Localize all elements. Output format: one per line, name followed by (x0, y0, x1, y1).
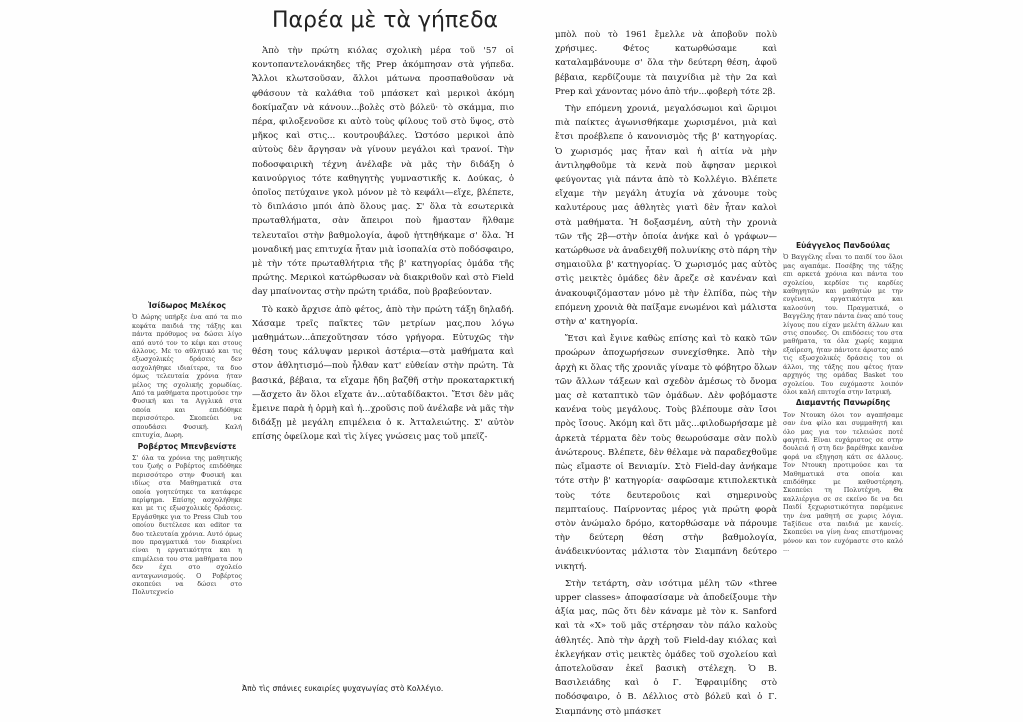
article-paragraph: Ἔτσι καὶ ἔγινε καθὼς επίσης καὶ τὸ κακὸ τῶν προώρων ἀποχωρήσεων συνεχίσθηκε. Ἀπὸ τὴν ἀρχὴ κι ὅλας τῆς χρονιᾶς γίναμε τὸ φόβητρο ὅλων τῶν ἄλλων τάξεων καὶ σχεδὸν ἁμέσως τὸ ὄνομα μας σὲ καταπτικὸ τῶν ὁμάδων. Δὲν φοβόμαστε κανένα τοὺς μεγάλους. Τοὺς βλέπουμε σὰν ἴσοι πρὸς ἴσους. Ἀκόμη καὶ ὅτι μᾶς...φιλοδωρήσαμε μὲ ἀρκετὰ τέρματα δὲν τοὺς θεωρούσαμε σὰν πολὺ ἀνώτερους. Βλέπετε, δὲν θέλαμε νὰ παραδεχθοῦμε πὼς εἴμαστε οἱ Βενιαμίν. Στὸ Field-day ἀνήκαμε τότε στὴν β' κατηγορία· σαφῶσαμε κτιπολεκτικὰ τοὺς τότε δευτεροῦοις καὶ σημερινοὺς πεμπταίους. Παίρνοντας μέρος γιὰ πρώτη φορὰ στὸν ἀνώμαλο δρόμο, κατορθώσαμε νὰ πάρουμε τὴν δεύτερη θέση στὴν βαθμολογία, ἀνάδεικνύοντας μάλιστα τὸν Σιαμπάνη δεύτερο νικητή. (555, 334, 777, 572)
bio-name: Εὐάγγελος Πανδούλας (795, 241, 891, 250)
article-paragraph: Ἀπὸ τὴν πρώτη κιόλας σχολικὴ μέρα τοῦ '57 οἱ κοντοπαντελονάκηδες τῆς Prep ἀκόμπησαν στὰ γήπεδα. Ἄλλοι κλωτσοῦσαν, ἄλλοι μάτωνα προσπαθοῦσαν νὰ φθάσουν τὰ καλάθια τοῦ μπάσκετ καὶ μερικοὶ ἀκόμη δοκίμαζαν νὰ κάνουν...βολὲς στὸ βόλεϋ· τὸ σκάμμα, πιο πέρα, φιλοξενοῦσε κι αὐτὸ τοὺς φίλους τοῦ στὸ ὕψος, στὸ μῆκος καὶ στις... κουτρουβάλες. Ὡστόσο μερικοὶ ἀπὸ αὐτοὺς δὲν ἄργησαν νὰ γίνουν μεγάλοι καὶ τρανοί. Τὴν ποδοσφαιρικὴ τέχνη ἀνέλαβε νὰ μᾶς τὴν διδάξη ὁ καινούργιος τότε καθηγητὴς γυμναστικῆς κ. Δούκας, ὁ ὁποῖος πετύχαινε γκολ μόνον μὲ τὸ κεφάλι—εἴχε, βλέπετε, τὸ διπλάσιο μπόι ἀπὸ ὅλους μας. Σ' ὅλα τὰ εσωτερικὰ πρωταθλήματα, σὰν ἄπειροι ποὺ ἤμασταν ἥλθαμε τελευταῖοι στὴν βαθμολογία, ἀφοῦ ἡττηθήκαμε σ' ὅλα. Ἡ μοναδική μας επιτυχία ἦταν μιὰ ἰσοπαλία στὸ ποδόσφαιρο, μὲ τὴν τότε πρωταθλήτρια τῆς β' κατηγορίας ὁμάδα τῆς πρώτης. Μερικοὶ κατώρθωσαν νὰ διακριθοῦν καὶ στὸ Field day μπαίνοντας στὴν πρώτη τριάδα, ποὺ βραβεύονταν. (252, 46, 514, 298)
article-paragraph: Στὴν τετάρτη, σὰν ισότιμα μέλη τῶν «three upper classes» ἀποφασίσαμε νὰ ἀποδείξουμε τὴν ἀξία μας, πῶς ὅτι δὲν κάναμε μὲ τὸν κ. Sanford καὶ τὰ «Χ» τοῦ μᾶς στέρησαν τὸν πάλο καλοὺς ἀθλητές. Ἀπὸ τὴν ἀρχὴ τοῦ Field-day κιόλας καὶ ἐκλεγήκαν στὶς μεικτὲς ὁμάδες τοῦ σχολείου καὶ ἀποτελοῦσαν ἐκεῖ βασικὴ στέλεχη. Ὁ Β. Βασιλειάδης καὶ ὁ Γ. Ἐφραιμίδης στὸ ποδόσφαιρο, ὁ Β. Δέλλιος στὸ βόλεϋ καὶ ὁ Γ. Σιαμπάνης στὸ μπάσκετ (555, 578, 777, 717)
bio-text: Ὁ Βαγγέλης εἶναι το παιδί του ὅλοι μας αγαπάμε. Ποσέβης της τάξης επι αρκετά χρόνια και πάντα του σχολείου, κερδίσε τις καρδίες καθηγητών και μαθητών με την ευγένεια, εργατικότητα και καλοσύνη του. Πραγματικά, ο Βαγγέλης ήταν πάντα ένας από τους λίγους που είχαν μελέτη άλλων και στις σπουδες. Οι επιδόσεις του στα μαθήματα, τα όλα χωρίς καμμια εξαίρεση, ήταν πάντοτε άριστες από τις εξωσχολικές δράσεις του οι άλλοι, της τάξης που φέτος ήταν αρχηγός της ομάδας Basket του σχολείου. Του ευχόμαστε λοιπόν όλοι καλή επιτυχία στην Ιατρική. (783, 253, 903, 396)
article-paragraph: μπὸλ ποὺ τὸ 1961 ἔμελλε νὰ ἀποβοῦν πολὺ χρήσιμες. Φέτος κατωρθώσαμε καὶ καταλαμβάνουμε σ' ὅλα τὴν δεύτερη θέση, ἀφοῦ βέβαια, κερδίζουμε τὰ παιχνίδια μὲ τὴν 2α καὶ Prep καὶ χάνοντας μόνο ἀπὸ τήν...φοβερὴ τότε 2β. (555, 30, 777, 97)
bio-name: Διαμαντής Πανωρίδης (795, 398, 891, 408)
article-column-1 (252, 44, 514, 448)
bio-text: Τον Ντουκη όλοι τον αγαπήσαμε σαν ένα φίλο και συμμαθητή και όλο μας για τον τελειώσε ποτέ φαγητά. Είναι ευχάριστος σε στην δουλειά ή στη δεν βαρέθηκε κανένα φορά να εξηγηση κάτι σε άλλους. Τον Ντουκη προτιμούσε και τα Μαθηματικά στα οποία και επιδόθηκε με καθυστέρηση. Σκοπεύει τη Πολυτέχνη. Θα καλλιέργια σε σε εκείνο δε να δει Παιδί ξεχωριστικότητα παρέμεινε την ένα μαθητή σε χωρις λόγια. Ταξίδευε στα παιδιά με κανείς. Σκοπεύει να γίνη ένας επιστήμονας μόνον και τον ευχόμαστε στο καλό ... (783, 410, 903, 554)
page-title: Παρέα μὲ τὰ γήπεδα (271, 8, 499, 33)
bio-name: Ροβέρτος Μπενβενίστε (137, 441, 237, 451)
article-paragraph: Τὸ κακὸ ἄρχισε ἀπὸ φέτος, ἀπὸ τὴν πρώτη τάξη δηλαδή. Χάσαμε τρεῖς παῖκτες τῶν μετρίων μας,που λόγω μαθημάτων...ἀπεχοῦτησαν τόσο γρήγορα. Εὐτυχῶς τὴν θέση τους κάλυψαν μερικοὶ ἀστέρια—στὰ μαθήματα καὶ στον ἀθλητισμό—ποὺ ἦλθαν κατ' εὐθείαν στὴν πρώτη. Τὰ βασικά, βέβαια, τα εἴχαμε ἤδη βαζθῆ στὴν προκαταρκτική—ἄσχετο ἂν ὅλοι εἴχατε ἀν...αὐταδίδακτοι. Ἔτσι δὲν μᾶς ἔμεινε παρὰ ἡ ὁρμὴ καὶ ἡ...χροῦσις ποῦ ἀνέλαβε νὰ μᾶς τὴν διδάξῃ μὲ μεγάλη επιμέλεια ὁ κ. Ἀτταλειώτης. Σ' αὐτὸν επίσης ὀφείλομε καὶ τὶς λίγες γνώσεις μας τοῦ μπεϊζ- (252, 304, 514, 443)
right-bios-column (783, 240, 903, 557)
bio-text: Σ' όλα τα χρόνια της μαθητικής του ζωής ο Ροβέρτος επιδόθηκε περισσότερο στην Φυσική και ιδίως στα Μαθηματικά στα οποία γοητεύτηκε τα κατάφερε περίφημα. Επίσης ασχολήθηκε και με τις εξωσχολικές δράσεις. Εργάσθηκε για το Press Club του οποίου διετέλεσε και editor τα δυο τελευταία χρόνια. Αυτό όμως που πραγματικά τον διακρίνει είναι η εργατικότητα και η επιμέλεια του στα μαθήματα που δεν έχει στο σχολείο ανταγωνισμούς. Ο Ροβέρτος σκοπεύει να δώσει στο Πολυτεχνείο (132, 453, 242, 597)
article-column-2 (555, 28, 777, 722)
article-paragraph: Τὴν επόμενη χρονιά, μεγαλόσωμοι καὶ ὥριμοι πιὰ παίκτες ἀγωνισθήκαμε χωρισμένοι, μιὰ καὶ ἔτσι προέβλεπε ὁ κανονισμὸς τῆς β' κατηγορίας. Ὁ χωρισμός μας ἦταν καὶ ἡ αἰτία νὰ μὴν ἀντιληφθοῦμε τὰ κενὰ ποὺ ἄφησαν μερικοὶ φεύγοντας γιὰ πάντα ἀπὸ τὸ Κολλέγιο. Βλέπετε εἴχαμε τὴν μεγάλη ἀτυχία νὰ χάνουμε τοὺς καλυτέρους μας ἀθλητὲς γιατὶ δὲν ἦταν καλοὶ στὰ μαθήματα. Ἡ δοξασμένη, αὐτὴ τὴν χρονιὰ τῶν τῆς 2β—στὴν ὁποία ἀνήκε καὶ ὁ γράφων—κατώρθωσε νὰ ἀναδειχθῆ πολυνίκης στὸ πάρη τὴν σημαιοῦλα β' κατηγορίας. Ὁ χωρισμός μας αὐτὸς στὶς μεικτὲς ὁμάδες δὲν ἄρεζε σὲ κανέναν καὶ ἀνακουφιζόμασταν μόνο μὲ τὴν ἐλπίδα, πὼς τὴν επόμενη χρονιὰ θὰ παίξαμε ενωμένοι καὶ μάλιστα στὴν α' κατηγορία. (555, 104, 777, 328)
bio-name: Ἰσίδωρος Μελέκος (147, 301, 227, 310)
bio-text: Ὁ Δώρης υπήρξε ένα από τα πιο κεφάτα παιδιά της τάξης και πάντα πρόθυμος να δώσει λίγο από αυτό τον το κέφι και στους άλλους. Με το αθλητικό και τις εξωσχολικές δράσεις δεν ασχολήθηκε ιδιαίτερα, τα δυο όμως τελευταία χρόνια ήταν μέλος της σχολικής χορωδίας. Από τα μαθήματα προτιμούσε την Φυσική και τα Αγγλικά στα οποία και επιδόθηκε περισσότερο. Σκοπεύει να σπουδάσει Φυσική. Καλή επιτυχία, Δωρη. (132, 313, 242, 440)
photo-caption: Ἀπὸ τὶς σπάνιες ευκαιρίες ψυχαγωγίας στὸ Κολλέγιο. (242, 684, 444, 693)
left-bios-column (132, 300, 242, 600)
